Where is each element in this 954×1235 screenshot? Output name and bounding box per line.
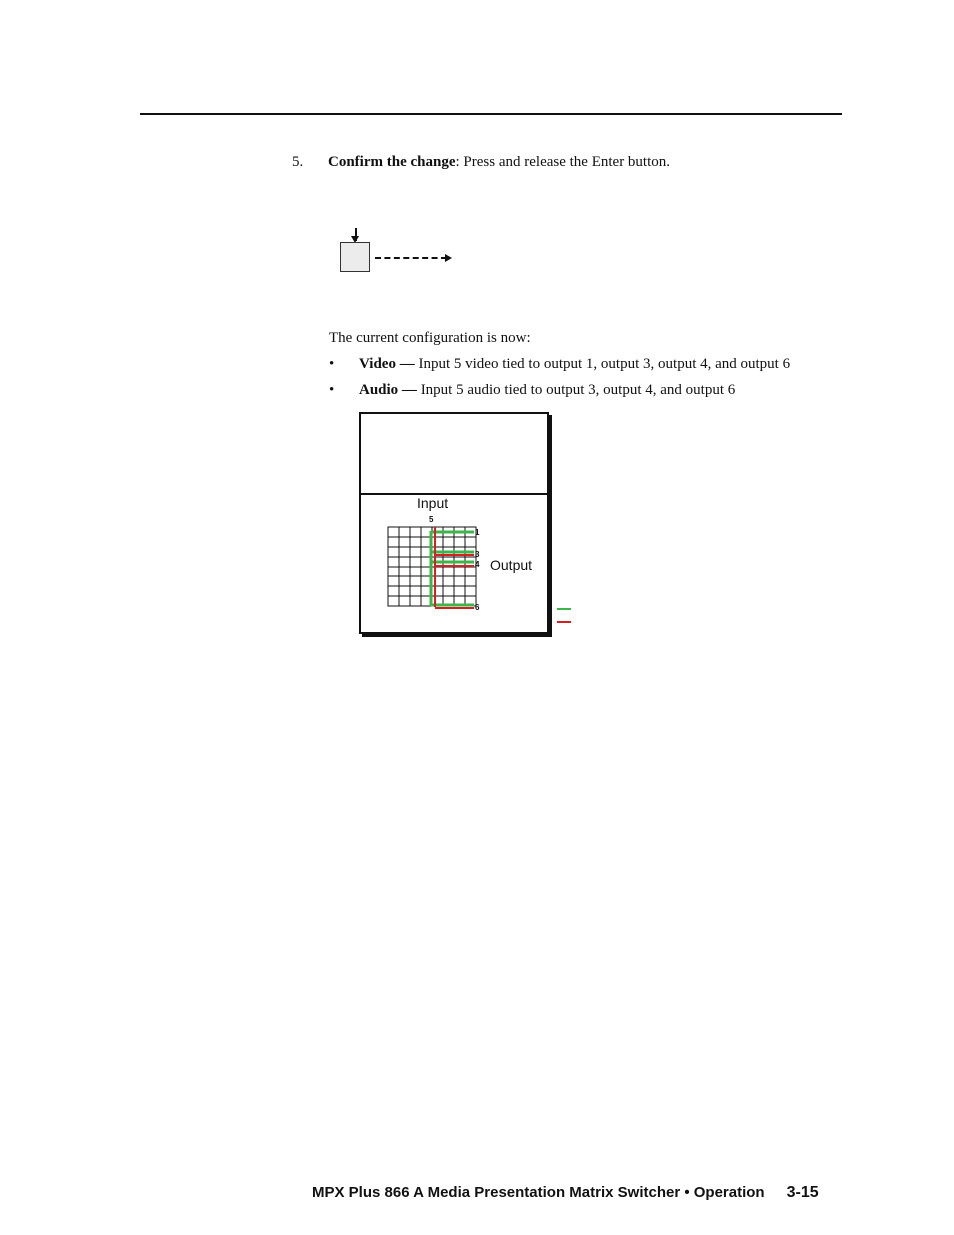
bullet-marker: • bbox=[329, 356, 335, 372]
audio-legend-swatch bbox=[557, 621, 571, 623]
page-number: 3-15 bbox=[786, 1184, 819, 1201]
video-legend-swatch bbox=[557, 608, 571, 610]
output-label: Output bbox=[490, 557, 533, 573]
header-rule bbox=[140, 113, 842, 115]
enter-button bbox=[340, 242, 370, 272]
dashed-arrow-line bbox=[375, 257, 447, 259]
enter-button-illustration bbox=[335, 226, 465, 278]
step-number: 5. bbox=[292, 154, 304, 170]
output-number-6: 6 bbox=[475, 603, 480, 612]
output-number-4: 4 bbox=[475, 560, 480, 569]
output-number-3: 3 bbox=[475, 550, 480, 559]
bullet-text: Input 5 audio tied to output 3, output 4, and output 6 bbox=[416, 382, 736, 398]
bullet-label: Video — bbox=[359, 356, 415, 372]
video-ties bbox=[431, 531, 474, 606]
current-config-intro: The current configuration is now: bbox=[329, 330, 531, 346]
bullet-audio bbox=[329, 382, 735, 399]
dashed-arrow-head-icon bbox=[445, 254, 452, 262]
step-5 bbox=[292, 154, 670, 171]
input-number: 5 bbox=[429, 515, 434, 524]
bullet-label: Audio — bbox=[359, 382, 417, 398]
footer-title: MPX Plus 866 A Media Presentation Matrix Switcher • Operation bbox=[312, 1184, 765, 1201]
input-label: Input bbox=[417, 495, 449, 511]
output-number-1: 1 bbox=[475, 528, 480, 537]
step-title: Confirm the change bbox=[328, 154, 456, 170]
bullet-video bbox=[329, 356, 790, 373]
bullet-text: Input 5 video tied to output 1, output 3, output 4, and output 6 bbox=[414, 356, 791, 372]
page-footer bbox=[312, 1184, 819, 1202]
front-panel-display bbox=[359, 412, 549, 634]
tie-matrix-diagram bbox=[361, 414, 547, 632]
bullet-marker: • bbox=[329, 382, 335, 398]
step-text: : Press and release the Enter button. bbox=[455, 154, 671, 170]
